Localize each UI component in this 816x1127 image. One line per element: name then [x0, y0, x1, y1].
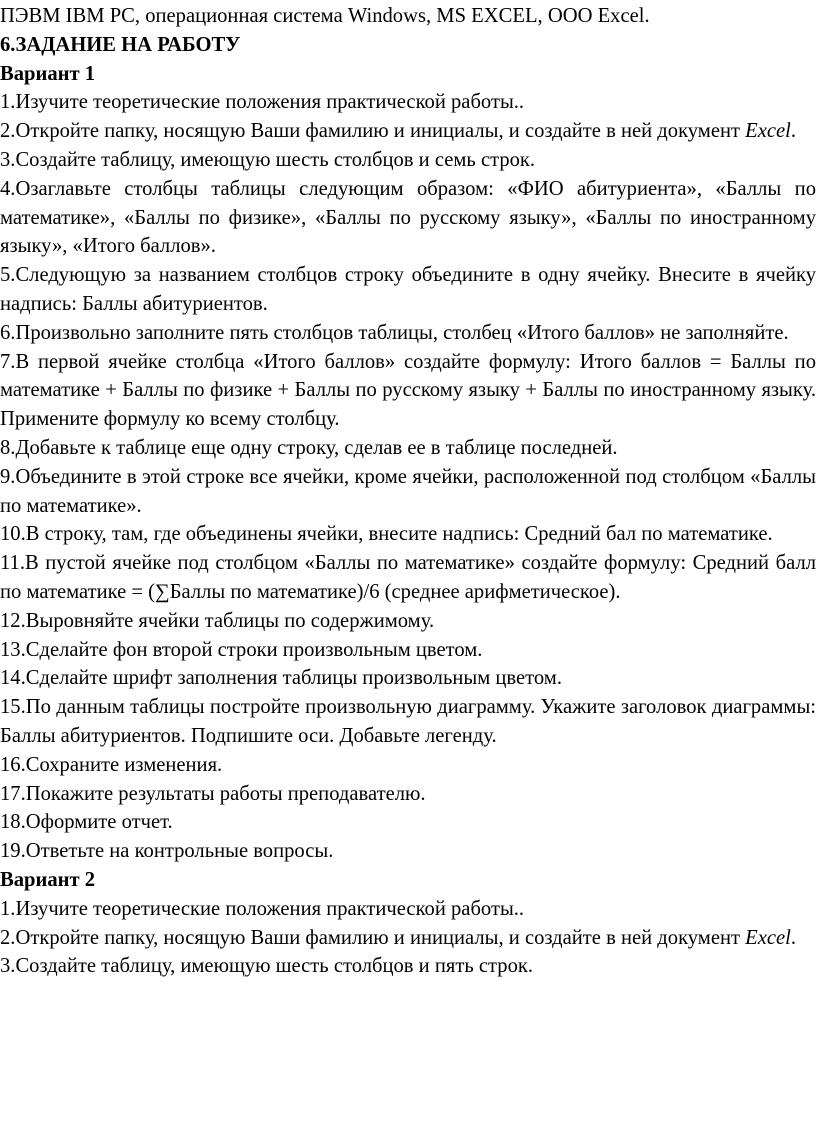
v1-item-2-excel: Excel — [745, 120, 791, 143]
v2-item-2-end: . — [790, 926, 797, 949]
v1-item-18: 18.Оформите отчет. — [0, 811, 173, 834]
v1-item-19: 19.Ответьте на контрольные вопросы. — [0, 840, 334, 863]
v1-item-1: 1.Изучите теоретические положения практической работы.. — [0, 91, 525, 114]
v1-item-15: 15.По данным таблицы постройте произвольную диаграмму. Укажите заголовок диаграммы: Баллы абитуриентов. Подпишите оси. Добавьте легенду. — [0, 696, 816, 747]
v1-item-3: 3.Создайте таблицу, имеющую шесть столбцов и семь строк. — [0, 148, 536, 171]
section-title: 6.ЗАДАНИЕ НА РАБОТУ — [0, 33, 241, 56]
header-line: ПЭВМ IBM PC, операционная система Windows, MS EXCEL, ООО Excel. — [0, 5, 650, 27]
v1-item-16: 16.Сохраните изменения. — [0, 753, 223, 776]
variant-1-title: Вариант 1 — [0, 62, 96, 85]
v2-item-2-text: 2.Откройте папку, носящую Ваши фамилию и инициалы, и создайте в ней документ — [0, 926, 746, 949]
v1-item-2-end: . — [790, 120, 797, 143]
v1-item-13: 13.Сделайте фон второй строки произвольным цветом. — [0, 638, 483, 661]
variant-2-title: Вариант 2 — [0, 868, 96, 891]
v2-item-2-excel: Excel — [745, 926, 791, 949]
v1-item-6: 6.Произвольно заполните пять столбцов таблицы, столбец «Итого баллов» не заполняйте. — [0, 321, 789, 344]
v2-item-2 — [0, 924, 816, 953]
v1-item-9: 9.Объедините в этой строке все ячейки, кроме ячейки, расположенной под столбцом «Баллы по математике». — [0, 465, 816, 517]
v2-item-3: 3.Создайте таблицу, имеющую шесть столбцов и пять строк. — [0, 955, 534, 978]
v1-item-2 — [0, 117, 816, 146]
v1-item-5: 5.Следующую за названием столбцов строку объедините в одну ячейку. Внесите в ячейку надпись: Баллы абитуриентов. — [0, 264, 816, 315]
v1-item-17: 17.Покажите результаты работы преподавателю. — [0, 782, 426, 805]
v1-item-2-text: 2.Откройте папку, носящую Ваши фамилию и инициалы, и создайте в ней документ — [0, 120, 746, 143]
v1-item-4: 4.Озаглавьте столбцы таблицы следующим образом: «ФИО абитуриента», «Баллы по математике», «Баллы по физике», «Баллы по русскому языку», «Баллы по иностранному языку», «Итого баллов». — [0, 177, 816, 258]
v1-item-10: 10.В строку, там, где объединены ячейки, внесите надпись: Средний бал по математике. — [0, 523, 773, 546]
v1-item-14: 14.Сделайте шрифт заполнения таблицы произвольным цветом. — [0, 667, 562, 690]
v1-item-12: 12.Выровняйте ячейки таблицы по содержимому. — [0, 609, 435, 632]
v1-item-7: 7.В первой ячейке столбца «Итого баллов» создайте формулу: Итого баллов = Баллы по математике + Баллы по физике + Баллы по русскому языку + Баллы по иностранному языку. Примените формулу ко всему столбцу. — [0, 350, 816, 431]
v1-item-8: 8.Добавьте к таблице еще одну строку, сделав ее в таблице последней. — [0, 436, 618, 459]
v1-item-11: 11.В пустой ячейке под столбцом «Баллы по математике» создайте формулу: Средний балл по математике = (∑Баллы по математике)/6 (среднее арифметическое). — [0, 552, 816, 603]
v2-item-1: 1.Изучите теоретические положения практической работы.. — [0, 897, 525, 920]
